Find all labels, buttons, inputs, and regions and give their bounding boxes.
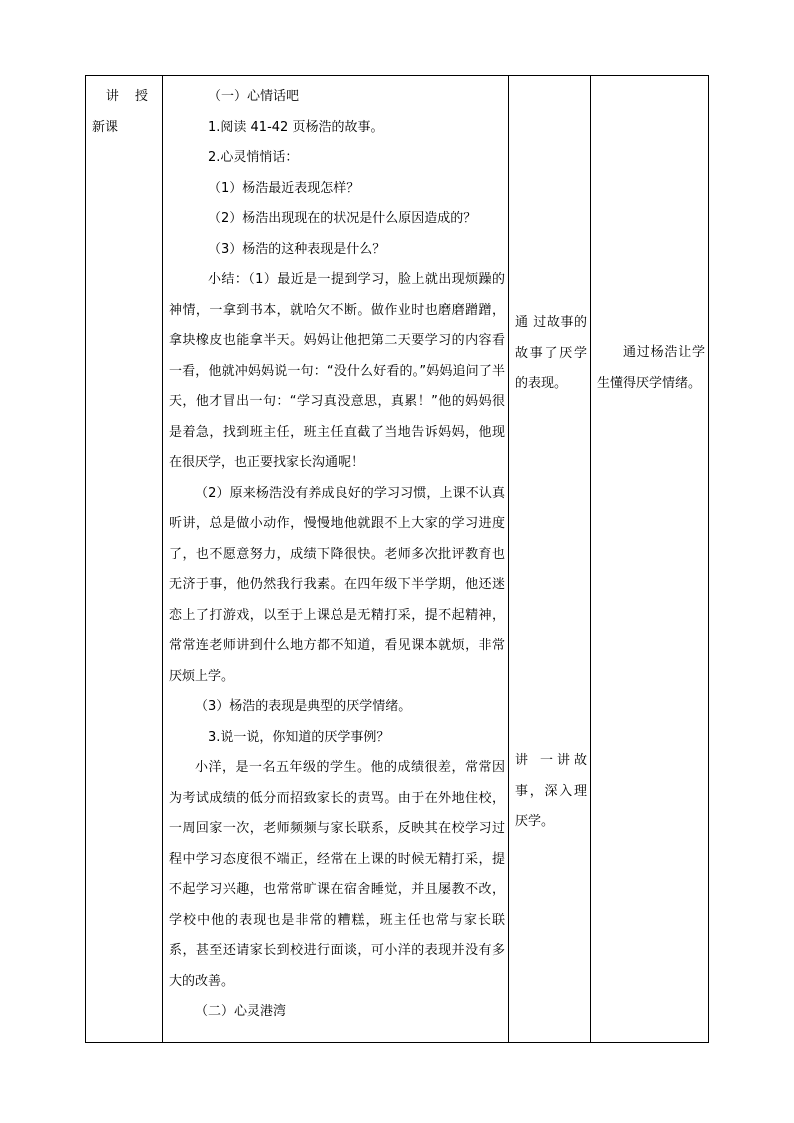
paragraph: （2）原来杨浩没有养成良好的学习习惯，上课不认真听讲，总是做小动作，慢慢地他就跟不上大家的学习进度了，也不愿意努力，成绩下降很快。老师多次批评教育也无济于事，他仍然我行我素。在四年级下半学期，他还迷恋上了打游戏，以至于上课总是无精打采，提不起精神，常常连老师讲到什么地方都不知道，看见课本就烦，非常厌烦上学。 <box>169 485 505 684</box>
content-cell <box>163 76 509 1043</box>
paragraph: 1.阅读 41-42 页杨浩的故事。 <box>208 119 384 135</box>
category-line-2: 新课 <box>92 119 119 135</box>
paragraph: （2）杨浩出现现在的状况是什么原因造成的？ <box>208 211 477 226</box>
paragraph: （1）杨浩最近表现怎样？ <box>208 180 360 196</box>
teacher-notes-cell <box>509 76 591 1043</box>
purpose-cell <box>591 76 709 1043</box>
lesson-table <box>85 75 709 1043</box>
teacher-note-1: 通 过故事的故事了厌学的表现。 <box>515 315 587 391</box>
category-cell <box>86 76 163 1043</box>
purpose-text: 通过杨浩让学生懂得厌学情绪。 <box>597 345 705 391</box>
paragraph: （3）杨浩的表现是典型的厌学情绪。 <box>195 699 412 714</box>
paragraph: 小洋，是一名五年级的学生。他的成绩很差，常常因为考试成绩的低分而招致家长的责骂。由于在外地住校，一周回家一次，老师频频与家长联系，反映其在校学习过程中学习态度很不端正，经常在上课的时候无精打采，提不起学习兴趣，也常常旷课在宿舍睡觉，并且屡教不改，学校中他的表现也是非常的糟糕，班主任也常与家长联系，甚至还请家长到校进行面谈，可小洋的表现并没有多大的改善。 <box>169 760 505 989</box>
paragraph: （3）杨浩的这种表现是什么？ <box>208 241 386 257</box>
paragraph: 3.说一说，你知道的厌学事例？ <box>208 729 390 745</box>
teacher-note-2: 讲 一讲故事，深入理厌学。 <box>515 753 587 829</box>
category-label <box>92 82 158 143</box>
table-row <box>86 76 709 1043</box>
paragraph: 2.心灵悄悄话： <box>208 150 299 165</box>
paragraph: （二）心灵港湾 <box>195 1004 287 1019</box>
paragraph: 小结：（1）最近是一提到学习，脸上就出现烦躁的神情，一拿到书本，就哈欠不断。做作业时也磨磨蹭蹭，拿块橡皮也能拿半天。妈妈让他把第二天要学习的内容看一看，他就冲妈妈说一句：“没什么好看的。”妈妈追问了半天，他才冒出一句：“学习真没意思，真累！”他的妈妈很是着急，找到班主任，班主任直截了当地告诉妈妈，他现在很厌学，也正要找家长沟通呢！ <box>169 272 505 470</box>
category-line-1: 讲 授 <box>105 89 154 104</box>
content-body <box>169 82 505 1028</box>
paragraph: （一）心情话吧 <box>208 89 300 104</box>
